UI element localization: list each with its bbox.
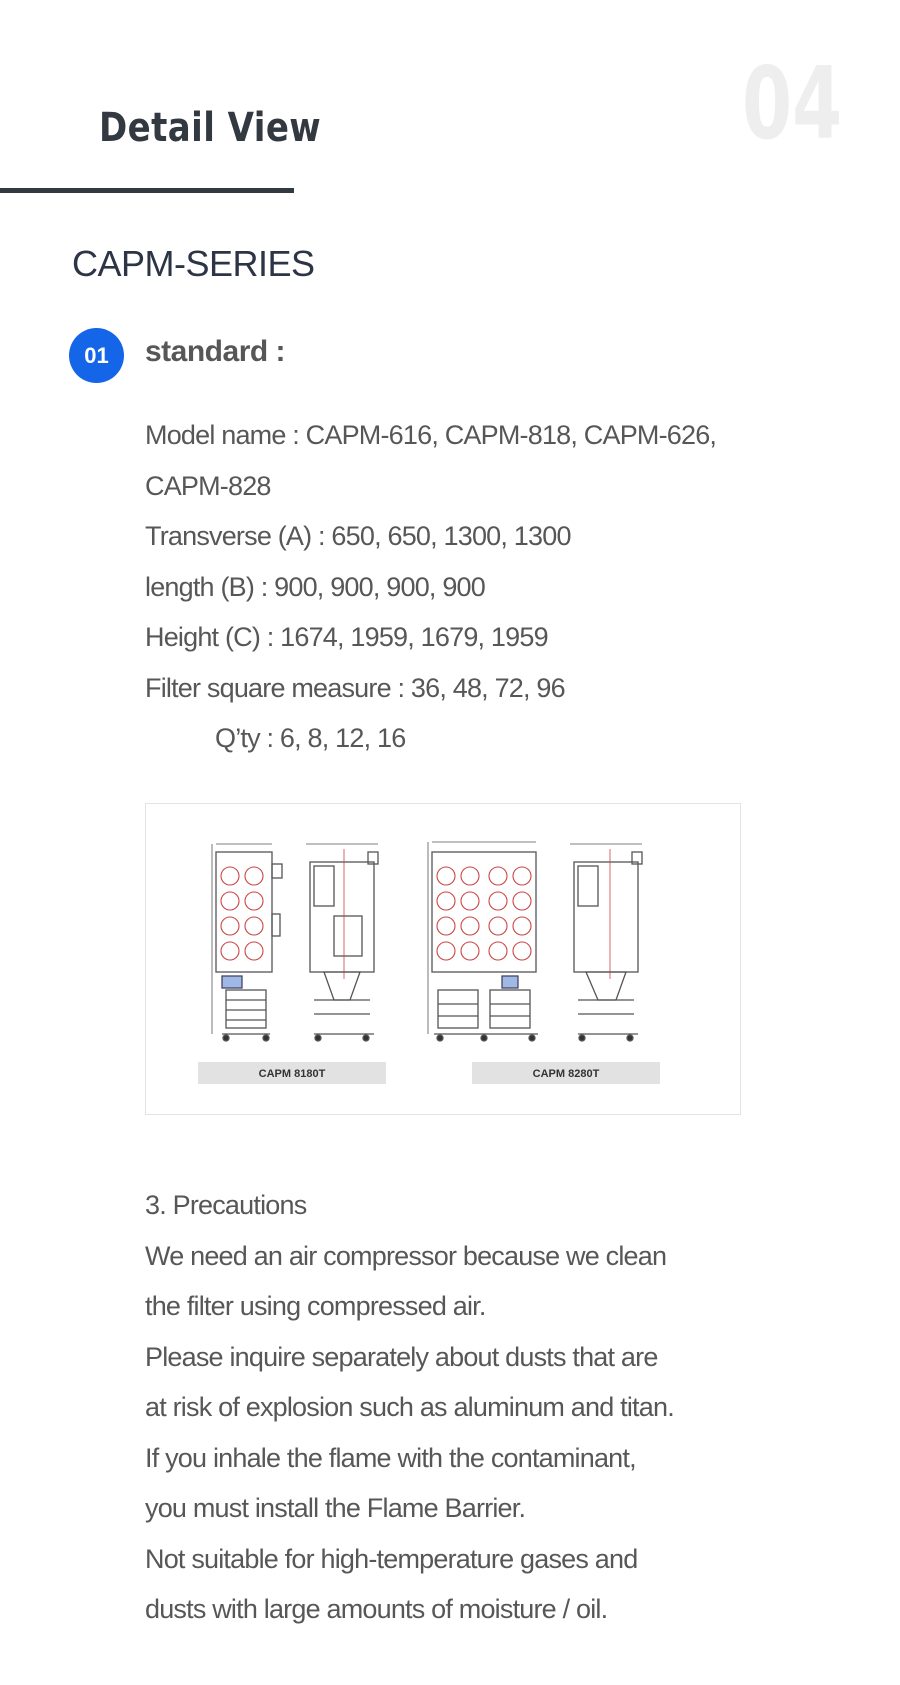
- standard-label: standard :: [145, 335, 286, 368]
- caption-left: CAPM 8180T: [258, 1068, 326, 1080]
- precaution-line: If you inhale the flame with the contaminant,: [145, 1442, 636, 1473]
- spec-line: Height (C) : 1674, 1959, 1679, 1959: [145, 622, 548, 652]
- diagram-drawing: [146, 804, 740, 1114]
- spec-line: Q’ty : 6, 8, 12, 16: [215, 723, 406, 753]
- spec-line: length (B) : 900, 900, 900, 900: [145, 571, 485, 602]
- spec-line: Filter square measure : 36, 48, 72, 96: [145, 672, 565, 703]
- precaution-line: you must install the Flame Barrier.: [145, 1493, 526, 1523]
- spec-list: [145, 410, 765, 764]
- precautions: [145, 1180, 785, 1635]
- section-number: 04: [741, 45, 842, 162]
- spec-line: Transverse (A) : 650, 650, 1300, 1300: [145, 521, 571, 551]
- spec-line: CAPM-828: [145, 470, 271, 501]
- precaution-line: Please inquire separately about dusts that are: [145, 1341, 658, 1372]
- precaution-line: the filter using compressed air.: [145, 1291, 486, 1321]
- precaution-line: 3. Precautions: [145, 1190, 307, 1220]
- precaution-line: We need an air compressor because we clean: [145, 1240, 667, 1271]
- step-badge: 01: [69, 328, 124, 383]
- precaution-line: at risk of explosion such as aluminum and titan.: [145, 1392, 674, 1422]
- section-title: Detail View: [99, 105, 322, 151]
- title-underline: [0, 188, 294, 193]
- spec-line: Model name : CAPM-616, CAPM-818, CAPM-626,: [145, 420, 717, 450]
- caption-right: CAPM 8280T: [532, 1068, 600, 1080]
- precaution-line: Not suitable for high-temperature gases and: [145, 1543, 638, 1574]
- product-diagram: [145, 803, 741, 1115]
- precaution-line: dusts with large amounts of moisture / oil.: [145, 1594, 608, 1624]
- series-title: CAPM-SERIES: [72, 243, 315, 284]
